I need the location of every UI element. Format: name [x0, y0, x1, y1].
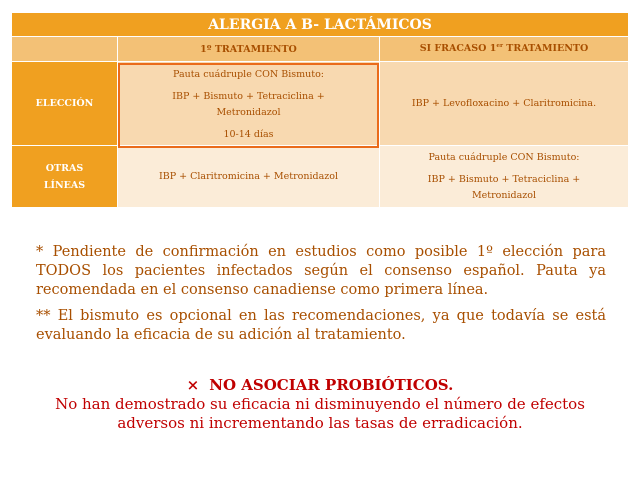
header-first-treatment: 1º TRATAMIENTO [118, 37, 380, 62]
probiotics-warning [30, 376, 610, 433]
table-row-otras [12, 146, 629, 208]
footnote-1: * Pendiente de confirmación en estudios como posible 1º elección para TODOS los pacientes infectados según el consenso español. Pauta ya recomendada en el consenso canadiense como primera línea. [36, 244, 606, 298]
header-blank-cell [12, 37, 118, 62]
header-if-failure-tail: TRATAMIENTO [502, 43, 589, 55]
otras-if-failure [380, 146, 629, 208]
eleccion-regimen-duration: 10-14 días [223, 129, 274, 140]
otras-regimen-title: Pauta cuádruple CON Bismuto: [428, 151, 580, 163]
table-header-row [12, 37, 629, 62]
header-if-failure-main: SI FRACASO 1 [419, 43, 497, 55]
cross-icon: × [186, 376, 200, 394]
row-label-otras [12, 146, 118, 208]
warning-title: NO ASOCIAR PROBIÓTICOS. [209, 376, 454, 394]
header-if-failure-sup: er [496, 43, 503, 50]
table-row-eleccion [12, 62, 629, 146]
table-title: ALERGIA A B- LACTÁMICOS [12, 13, 629, 37]
treatment-table [11, 12, 629, 208]
row-label-otras-line1: OTRAS [45, 162, 84, 174]
row-label-otras-line2: LÍNEAS [43, 179, 86, 191]
table-title-row [12, 13, 629, 37]
warning-body: No han demostrado su eficacia ni disminuyendo el número de efectos adversos ni incrementando las tasas de erradicación. [55, 395, 585, 432]
eleccion-regimen-drugs: IBP + Bismuto + Tetraciclina + Metronidazol [172, 91, 325, 118]
eleccion-regimen-title: Pauta cuádruple CON Bismuto: [172, 69, 324, 80]
header-if-failure [380, 37, 629, 62]
footnotes [36, 243, 606, 352]
eleccion-if-failure: IBP + Levofloxacino + Claritromicina. [380, 62, 629, 146]
otras-first-treatment: IBP + Claritromicina + Metronidazol [118, 146, 380, 208]
footnote-2: ** El bismuto es opcional en las recomendaciones, ya que todavía se está evaluando la eficacia de su adición al tratamiento. [36, 308, 606, 343]
warning-header [30, 376, 610, 395]
row-label-eleccion: ELECCIÓN [12, 62, 118, 146]
eleccion-first-treatment [118, 62, 380, 146]
otras-regimen-drugs: IBP + Bismuto + Tetraciclina + Metronidazol [427, 173, 581, 201]
